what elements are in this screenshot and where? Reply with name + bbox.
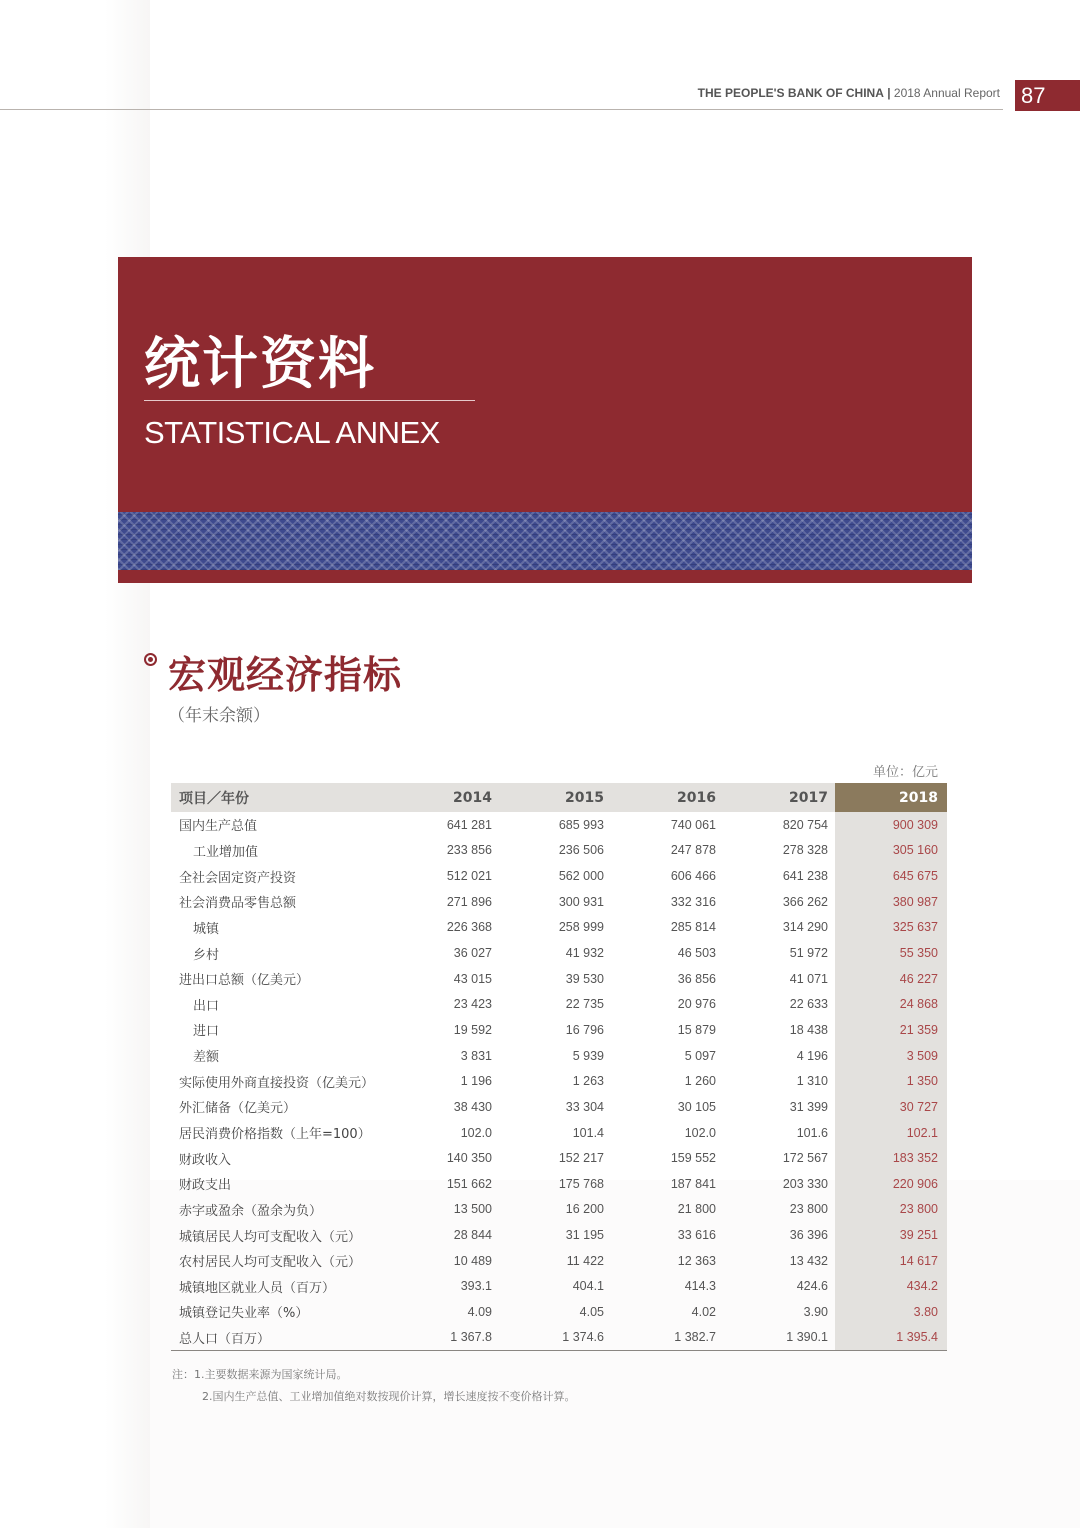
cell-value: 33 304 <box>565 1099 604 1114</box>
cell-value: 740 061 <box>670 817 716 832</box>
table-row <box>171 915 947 941</box>
cell-value: 278 328 <box>782 843 828 858</box>
row-label: 总人口（百万） <box>171 1325 385 1351</box>
cell-value: 31 399 <box>789 1099 828 1114</box>
cell-value: 4.02 <box>691 1304 716 1319</box>
section-title: 宏观经济指标 <box>168 653 403 697</box>
cell-value: 285 814 <box>670 920 716 935</box>
cell-value: 38 430 <box>453 1099 492 1114</box>
cell-value: 1 374.6 <box>499 1325 611 1351</box>
row-label: 进出口总额（亿美元） <box>179 973 310 989</box>
cell-value: 332 316 <box>670 894 716 909</box>
cell-value: 271 896 <box>446 894 492 909</box>
table-row <box>171 1325 947 1351</box>
cell-value: 1 310 <box>796 1074 828 1089</box>
cell-value: 1 390.1 <box>723 1325 835 1351</box>
column-header-highlight: 2018 <box>835 783 947 812</box>
cell-value: 4.09 <box>467 1304 492 1319</box>
table-row <box>171 1068 947 1094</box>
table-row <box>171 1094 947 1120</box>
cell-value-highlight: 3.80 <box>835 1299 947 1325</box>
cell-value: 562 000 <box>558 869 604 884</box>
table-row <box>171 889 947 915</box>
cell-value: 30 105 <box>677 1099 716 1114</box>
table-row <box>171 838 947 864</box>
cell-value: 1 382.7 <box>611 1325 723 1351</box>
cell-value: 414.3 <box>684 1279 716 1294</box>
cell-value: 606 466 <box>670 869 716 884</box>
column-header: 项目／年份 <box>171 783 385 812</box>
cell-value: 820 754 <box>782 817 828 832</box>
cell-value: 236 506 <box>558 843 604 858</box>
row-label: 进口 <box>193 1024 220 1040</box>
cell-value: 33 616 <box>677 1228 716 1243</box>
table-header-row <box>171 783 947 812</box>
cell-value: 41 071 <box>789 971 828 986</box>
cell-value: 226 368 <box>446 920 492 935</box>
cell-value: 18 438 <box>789 1022 828 1037</box>
header-separator: | <box>887 86 891 100</box>
cell-value: 233 856 <box>446 843 492 858</box>
cell-value: 101.6 <box>796 1125 828 1140</box>
cell-value: 152 217 <box>558 1151 604 1166</box>
table-row <box>171 1145 947 1171</box>
row-label: 乡村 <box>193 947 220 963</box>
cell-value: 685 993 <box>558 817 604 832</box>
header-report-name: 2018 Annual Report <box>893 86 1000 100</box>
column-header: 2014 <box>385 783 499 812</box>
cell-value: 43 015 <box>453 971 492 986</box>
cell-value: 5 939 <box>572 1048 604 1063</box>
cell-value: 39 530 <box>565 971 604 986</box>
cell-value-highlight: 14 617 <box>835 1248 947 1274</box>
cell-value: 641 238 <box>782 869 828 884</box>
row-label: 差额 <box>193 1050 220 1066</box>
cell-value-highlight: 380 987 <box>835 889 947 915</box>
cell-value: 22 735 <box>565 997 604 1012</box>
cell-value: 258 999 <box>558 920 604 935</box>
cell-value: 3.90 <box>803 1304 828 1319</box>
row-label: 赤字或盈余（盈余为负） <box>179 1203 323 1219</box>
cell-value: 404.1 <box>572 1279 604 1294</box>
cell-value: 247 878 <box>670 843 716 858</box>
cell-value: 102.0 <box>460 1125 492 1140</box>
row-label: 实际使用外商直接投资（亿美元） <box>179 1075 375 1091</box>
running-header <box>698 86 1000 100</box>
note-1: 注：1.主要数据来源为国家统计局。 <box>172 1368 348 1381</box>
cell-value: 21 800 <box>677 1202 716 1217</box>
cell-value: 51 972 <box>789 946 828 961</box>
indicator-table <box>171 783 947 1351</box>
row-label: 农村居民人均可支配收入（元） <box>179 1255 362 1271</box>
column-header: 2017 <box>723 783 835 812</box>
table-row <box>171 1043 947 1069</box>
section-banner <box>118 257 972 583</box>
row-label: 财政支出 <box>179 1178 232 1194</box>
cell-value-highlight: 30 727 <box>835 1094 947 1120</box>
row-label: 国内生产总值 <box>179 819 258 835</box>
cell-value: 102.0 <box>684 1125 716 1140</box>
row-label: 外汇储备（亿美元） <box>179 1101 297 1117</box>
cell-value: 512 021 <box>446 869 492 884</box>
row-label: 社会消费品零售总额 <box>179 896 297 912</box>
banner-pattern-band <box>118 512 972 570</box>
cell-value-highlight: 102.1 <box>835 1120 947 1146</box>
cell-value: 4.05 <box>579 1304 604 1319</box>
header-bank-name: THE PEOPLE'S BANK OF CHINA <box>697 86 884 100</box>
cell-value-highlight: 645 675 <box>835 863 947 889</box>
cell-value: 22 633 <box>789 997 828 1012</box>
cell-value: 1 263 <box>572 1074 604 1089</box>
cell-value: 172 567 <box>782 1151 828 1166</box>
cell-value: 16 796 <box>565 1022 604 1037</box>
row-label: 城镇登记失业率（%） <box>179 1306 309 1322</box>
cell-value: 23 800 <box>789 1202 828 1217</box>
table-notes <box>172 1364 576 1408</box>
table-row <box>171 1197 947 1223</box>
cell-value: 10 489 <box>453 1253 492 1268</box>
cell-value: 12 363 <box>677 1253 716 1268</box>
cell-value-highlight: 55 350 <box>835 940 947 966</box>
cell-value: 13 500 <box>453 1202 492 1217</box>
cell-value: 1 260 <box>684 1074 716 1089</box>
cell-value: 151 662 <box>446 1176 492 1191</box>
section-bullet-icon <box>144 653 157 666</box>
cell-value: 203 330 <box>782 1176 828 1191</box>
cell-value-highlight: 434.2 <box>835 1274 947 1300</box>
row-label: 工业增加值 <box>193 844 259 860</box>
cell-value: 366 262 <box>782 894 828 909</box>
cell-value: 5 097 <box>684 1048 716 1063</box>
cell-value: 101.4 <box>572 1125 604 1140</box>
cell-value: 13 432 <box>789 1253 828 1268</box>
cell-value-highlight: 3 509 <box>835 1043 947 1069</box>
banner-title-en: STATISTICAL ANNEX <box>144 415 440 450</box>
cell-value: 11 422 <box>566 1253 604 1268</box>
cell-value-highlight: 23 800 <box>835 1197 947 1223</box>
cell-value-highlight: 21 359 <box>835 1017 947 1043</box>
cell-value: 31 195 <box>565 1228 604 1243</box>
row-label: 全社会固定资产投资 <box>179 870 297 886</box>
cell-value: 3 831 <box>460 1048 492 1063</box>
banner-divider <box>144 400 475 401</box>
cell-value-highlight: 900 309 <box>835 812 947 838</box>
page-shade <box>0 0 150 1528</box>
table-row <box>171 1171 947 1197</box>
row-label: 城镇地区就业人员（百万） <box>179 1280 336 1296</box>
table-row <box>171 812 947 838</box>
cell-value: 23 423 <box>453 997 492 1012</box>
cell-value-highlight: 24 868 <box>835 991 947 1017</box>
cell-value: 20 976 <box>677 997 716 1012</box>
table-row <box>171 863 947 889</box>
cell-value: 36 856 <box>677 971 716 986</box>
cell-value: 19 592 <box>453 1022 492 1037</box>
section-subtitle: （年末余额） <box>168 706 270 726</box>
cell-value-highlight: 305 160 <box>835 838 947 864</box>
banner-title-zh: 统计资料 <box>144 332 376 397</box>
indicator-table-wrap <box>171 783 947 1351</box>
cell-value-highlight: 1 395.4 <box>835 1325 947 1351</box>
cell-value: 300 931 <box>558 894 604 909</box>
cell-value: 1 196 <box>460 1074 492 1089</box>
table-row <box>171 1248 947 1274</box>
cell-value-highlight: 183 352 <box>835 1145 947 1171</box>
row-label: 城镇 <box>193 921 220 937</box>
cell-value: 28 844 <box>453 1228 492 1243</box>
table-row <box>171 1299 947 1325</box>
cell-value: 1 367.8 <box>385 1325 499 1351</box>
cell-value-highlight: 220 906 <box>835 1171 947 1197</box>
row-label: 城镇居民人均可支配收入（元） <box>179 1229 362 1245</box>
cell-value-highlight: 1 350 <box>835 1068 947 1094</box>
header-rule <box>0 109 1003 110</box>
table-body <box>171 812 947 1350</box>
note-2: 2.国内生产总值、工业增加值绝对数按现价计算，增长速度按不变价格计算。 <box>202 1390 576 1403</box>
table-row <box>171 940 947 966</box>
table-row <box>171 991 947 1017</box>
table-row <box>171 1017 947 1043</box>
row-label: 居民消费价格指数（上年=100） <box>179 1127 371 1142</box>
cell-value: 41 932 <box>565 946 604 961</box>
cell-value: 46 503 <box>677 946 716 961</box>
column-header: 2015 <box>499 783 611 812</box>
cell-value: 140 350 <box>446 1151 492 1166</box>
cell-value: 175 768 <box>558 1176 604 1191</box>
cell-value: 424.6 <box>796 1279 828 1294</box>
cell-value: 15 879 <box>677 1022 716 1037</box>
cell-value: 187 841 <box>670 1176 716 1191</box>
cell-value: 4 196 <box>796 1048 828 1063</box>
table-row <box>171 1120 947 1146</box>
row-label: 财政收入 <box>179 1152 232 1168</box>
cell-value: 314 290 <box>782 920 828 935</box>
cell-value-highlight: 39 251 <box>835 1222 947 1248</box>
cell-value: 159 552 <box>670 1151 716 1166</box>
table-row <box>171 1222 947 1248</box>
cell-value: 36 396 <box>789 1228 828 1243</box>
table-unit: 单位：亿元 <box>872 765 938 780</box>
cell-value: 36 027 <box>453 946 492 961</box>
table-row <box>171 1274 947 1300</box>
cell-value-highlight: 325 637 <box>835 915 947 941</box>
cell-value-highlight: 46 227 <box>835 966 947 992</box>
column-header: 2016 <box>611 783 723 812</box>
page-number: 87 <box>1015 80 1080 111</box>
cell-value: 393.1 <box>460 1279 492 1294</box>
table-row <box>171 966 947 992</box>
row-label: 出口 <box>193 998 220 1014</box>
cell-value: 16 200 <box>565 1202 604 1217</box>
cell-value: 641 281 <box>446 817 492 832</box>
